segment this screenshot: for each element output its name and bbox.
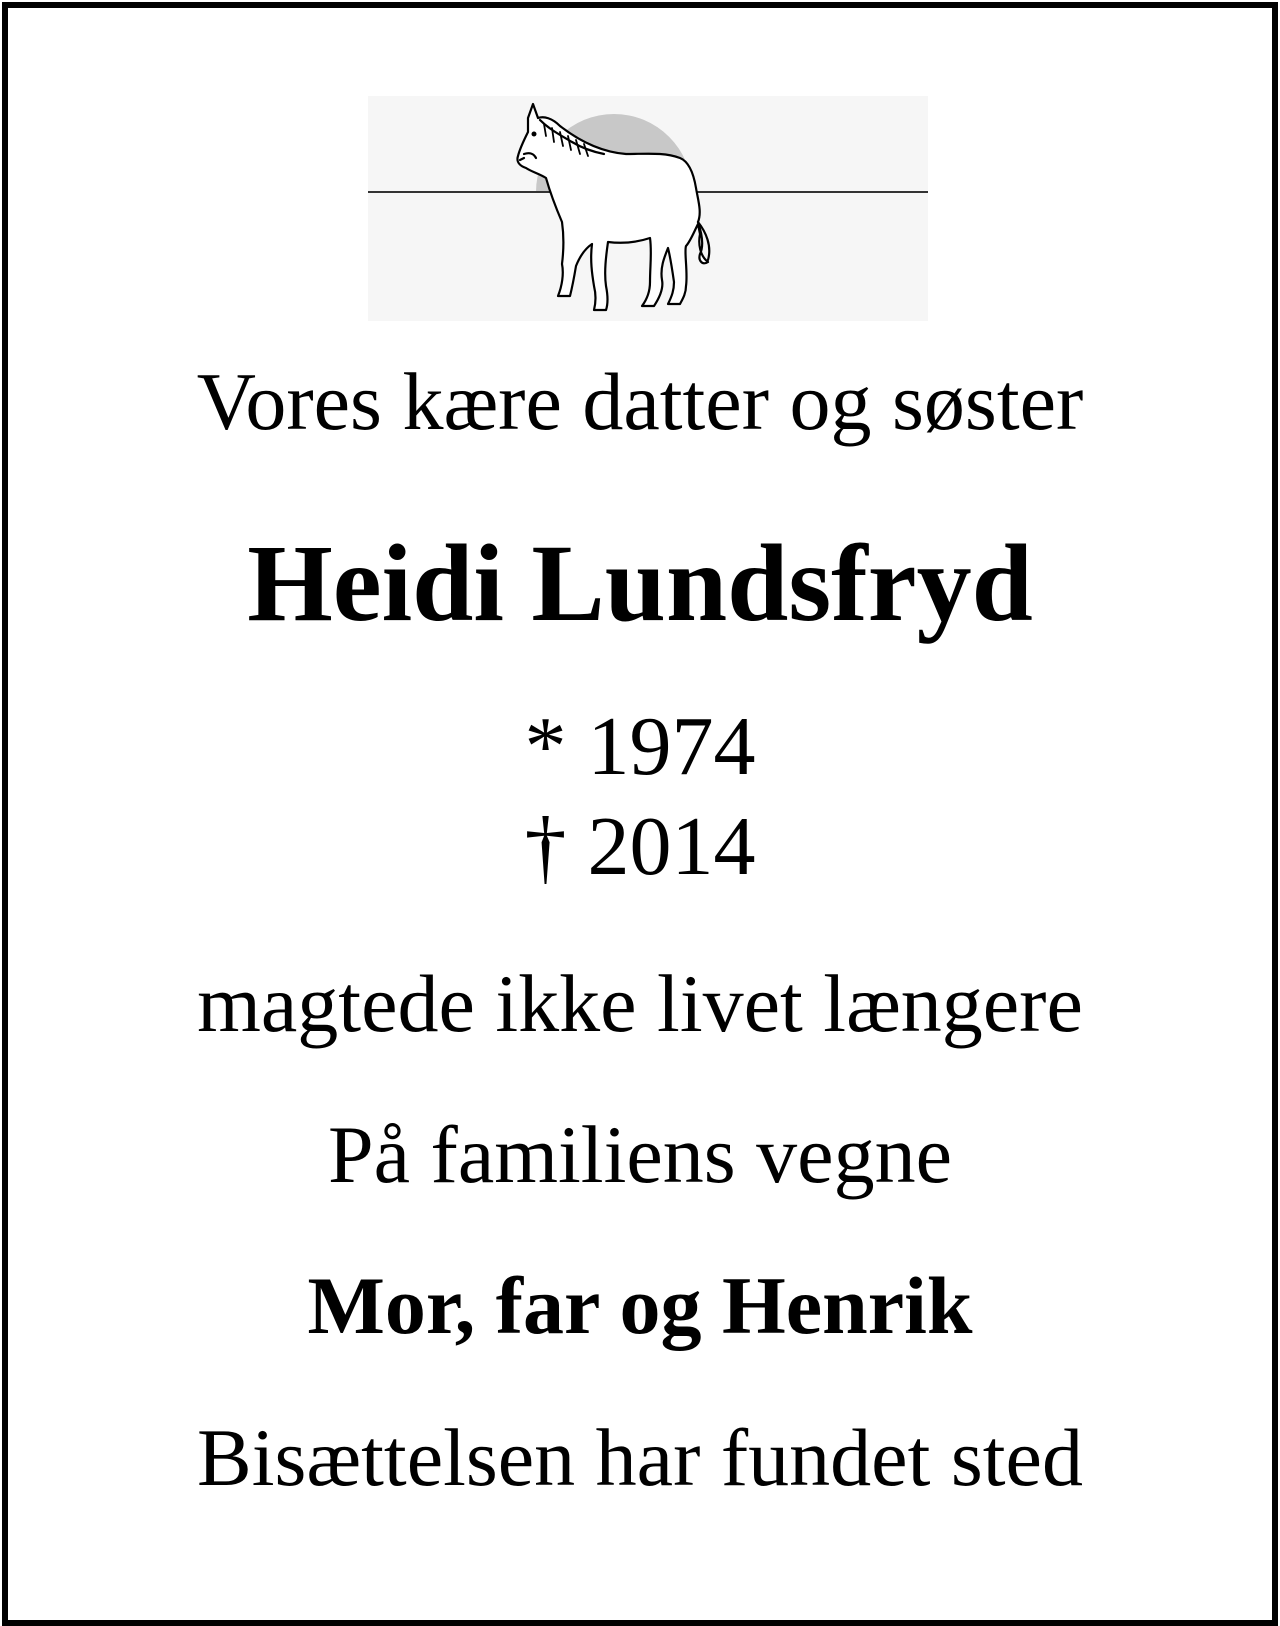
signers-line: Mor, far og Henrik (307, 1260, 973, 1351)
message-line: magtede ikke livet længere (197, 958, 1083, 1049)
deceased-name: Heidi Lundsfryd (247, 522, 1033, 644)
death-year: † 2014 (524, 800, 756, 893)
on-behalf-line: På familiens vegne (328, 1109, 952, 1200)
birth-year: * 1974 (524, 700, 756, 793)
horse-sunset-emblem (368, 96, 928, 321)
obituary-notice (2, 2, 1278, 1626)
funeral-line: Bisættelsen har fundet sted (197, 1412, 1083, 1503)
intro-line: Vores kære datter og søster (196, 356, 1084, 447)
